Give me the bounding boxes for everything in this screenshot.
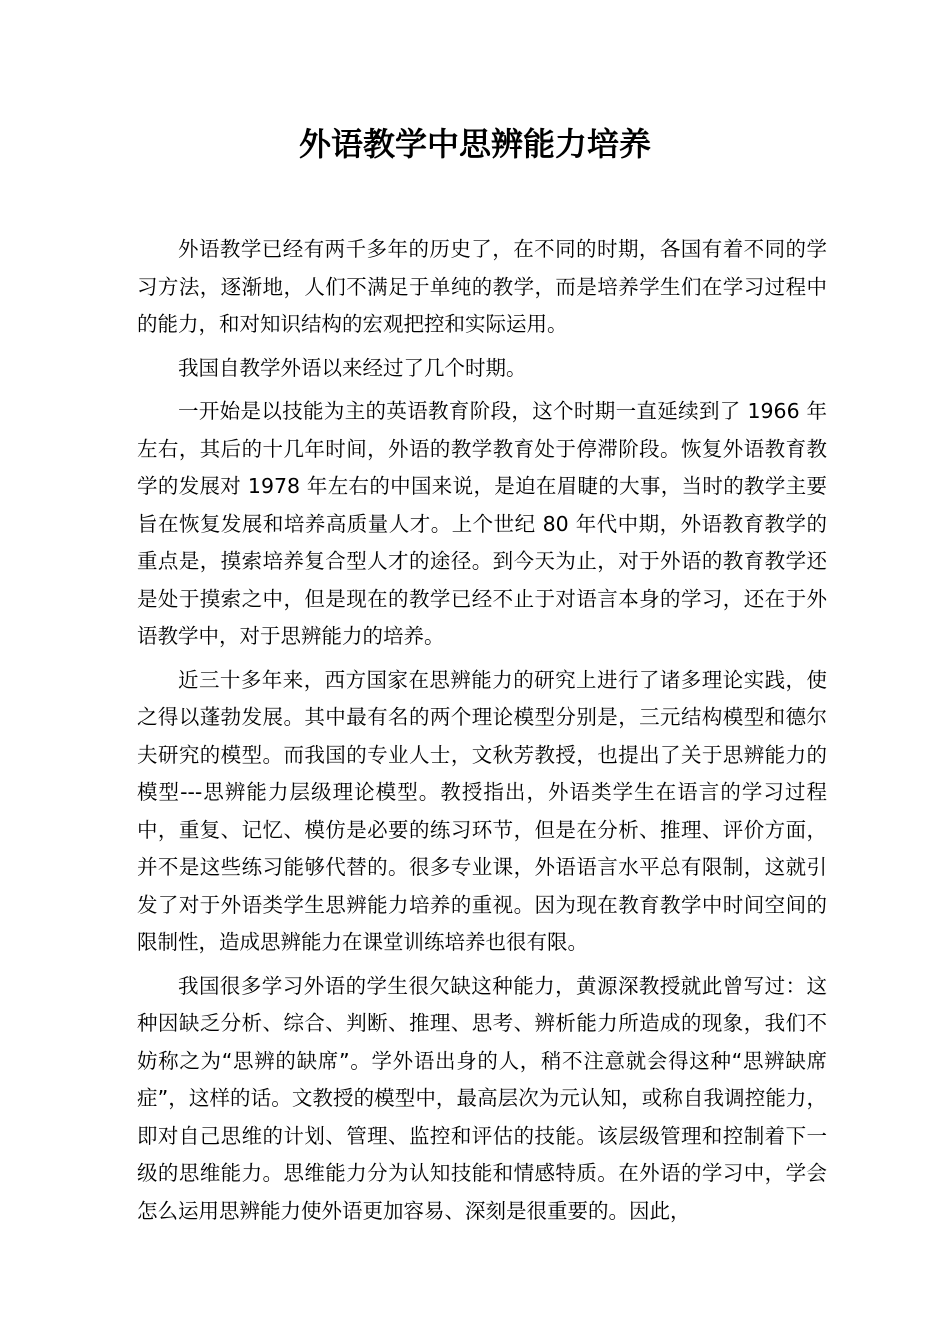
paragraph: 外语教学已经有两千多年的历史了，在不同的时期，各国有着不同的学习方法，逐渐地，人们不满足于单纯的教学，而是培养学生们在学习过程中的能力，和对知识结构的宏观把控和实际运用。 [137,237,827,336]
paragraph: 我国很多学习外语的学生很欠缺这种能力，黄源深教授就此曾写过：这种因缺乏分析、综合、判断、推理、思考、辨析能力所造成的现象，我们不妨称之为“思辨的缺席”。学外语出身的人，稍不注意就会得这种“思辨缺席症”，这样的话。文教授的模型中，最高层次为元认知，或称自我调控能力，即对自己思维的计划、管理、监控和评估的技能。该层级管理和控制着下一级的思维能力。思维能力分为认知技能和情感特质。在外语的学习中，学会怎么运用思辨能力使外语更加容易、深刻是很重要的。因此， [137,973,827,1223]
paragraph: 我国自教学外语以来经过了几个时期。 [178,355,527,380]
document-body [137,231,827,1236]
document-title: 外语教学中思辨能力培养 [298,125,651,163]
paragraph: 近三十多年来，西方国家在思辨能力的研究上进行了诸多理论实践，使之得以蓬勃发展。其中最有名的两个理论模型分别是，三元结构模型和德尔夫研究的模型。而我国的专业人士，文秋芳教授，也提出了关于思辨能力的模型---思辨能力层级理论模型。教授指出，外语类学生在语言的学习过程中，重复、记忆、模仿是必要的练习环节，但是在分析、推理、评价方面，并不是这些练习能够代替的。很多专业课，外语语言水平总有限制，这就引发了对于外语类学生思辨能力培养的重视。因为现在教育教学中时间空间的限制性，造成思辨能力在课堂训练培养也很有限。 [137,667,827,954]
paragraph: 一开始是以技能为主的英语教育阶段，这个时期一直延续到了 1966 年左右，其后的十几年时间，外语的教学教育处于停滞阶段。恢复外语教育教学的发展对 1978 年左右的中国来说，是迫在眉睫的大事，当时的教学主要旨在恢复发展和培养高质量人才。上个世纪 80 年代中期，外语教育教学的重点是，摸索培养复合型人才的途径。到今天为止，对于外语的教育教学还是处于摸索之中，但是现在的教学已经不止于对语言本身的学习，还在于外语教学中，对于思辨能力的培养。 [137,399,827,648]
